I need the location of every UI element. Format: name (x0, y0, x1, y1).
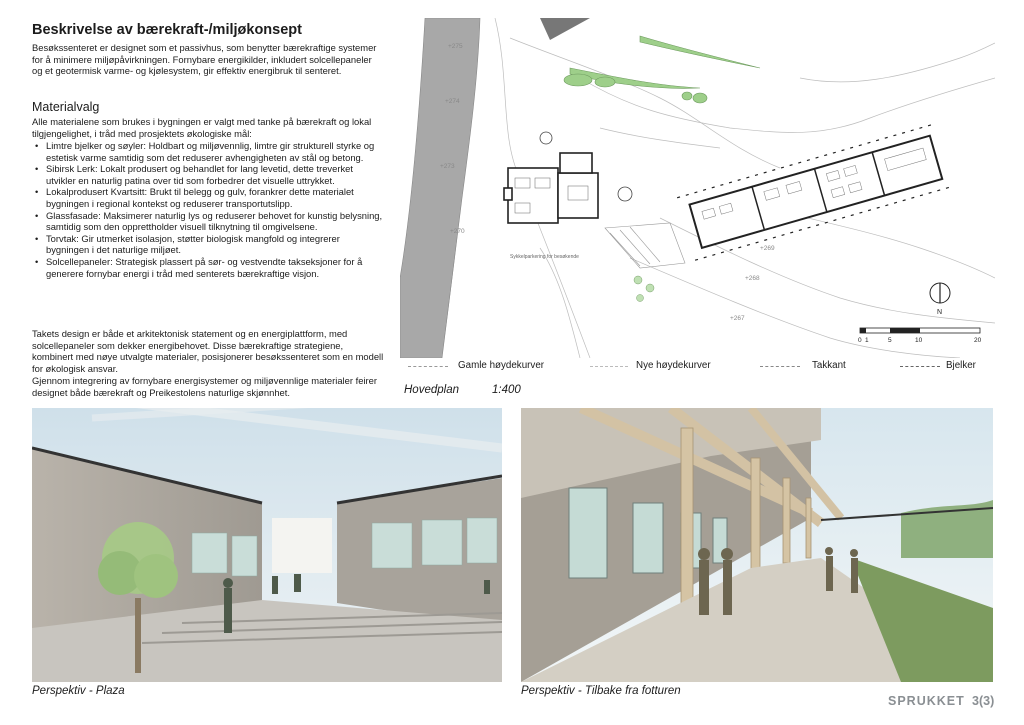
legend-beams: Bjelker (946, 360, 976, 371)
materials-heading: Materialvalg (32, 100, 100, 114)
contour-label: +273 (440, 163, 455, 170)
legend-line-old-contours (408, 366, 448, 367)
svg-text:Sykkelparkering for besøkende: Sykkelparkering for besøkende (510, 254, 579, 260)
contour-label: +275 (448, 43, 463, 50)
page-number: 3(3) (972, 694, 995, 708)
plaza-perspective-image (32, 408, 502, 682)
scale-label: 20 (974, 337, 982, 344)
contour-label: +274 (445, 98, 460, 105)
intro-paragraph: Besøkssenteret er designet som et passivhus, som benytter bærekraftige systemer for å minimere miljøpåvirkningen. Fornybare energikilder, inkludert solcellepaneler og et geotermisk varme- og kjølesystem, gir effektiv energibruk til senteret. (32, 42, 377, 77)
list-item: • Lokalprodusert Kvartsitt: Brukt til belegg og gulv, forankrer dette materialet bygningen i regional kontekst og reduserer transportutslipp. (32, 186, 384, 209)
contour-label: +268 (745, 275, 760, 282)
legend-new-contours: Nye høydekurver (636, 360, 711, 371)
brand-label: SPRUKKET (888, 694, 965, 708)
legend-line-beams (900, 366, 940, 367)
scale-label: 10 (915, 337, 923, 344)
list-item: • Glassfasade: Maksimerer naturlig lys og reduserer behovet for kunstig belysning, samtidig som den opprettholder visuell tilknytning til omgivelsene. (32, 210, 384, 233)
page-title: Beskrivelse av bærekraft-/miljøkonsept (32, 22, 302, 38)
perspective-caption: Perspektiv - Tilbake fra fotturen (521, 685, 681, 697)
scale-bar (858, 328, 982, 344)
north-label: N (937, 309, 943, 316)
plan-caption: Hovedplan (404, 384, 459, 396)
scale-label: 0 (858, 337, 862, 344)
legend-line-roof-edge (760, 366, 800, 367)
site-plan-drawing (400, 18, 995, 358)
closing-paragraph: Gjennom integrering av fornybare energisystemer og miljøvennlige materialer feirer designet både bærekraft og Preikestolens naturlige skjønnhet. (32, 375, 377, 398)
legend-old-contours: Gamle høydekurver (458, 360, 545, 371)
north-arrow-icon (930, 283, 950, 316)
legend-roof-edge: Takkant (812, 360, 846, 371)
contour-label: +269 (760, 245, 775, 252)
closing-paragraph: Takets design er både et arkitektonisk statement og en energiplattform, med solcellepaneler som dekker energibehovet. Disse bærekraftige strategiene, kombinert med nøye utvalgte materialer, posisjonerer besøkssenteret som en modell for økologisk ansvar. (32, 328, 384, 374)
list-item: • Torvtak: Gir utmerket isolasjon, støtter biologisk mangfold og integrerer bygningen i det naturlige miljøet. (32, 233, 384, 256)
plan-scale: 1:400 (492, 384, 521, 396)
materials-list (32, 140, 384, 279)
legend-line-new-contours (590, 366, 628, 367)
contour-label: +267 (730, 315, 745, 322)
hike-perspective-image (521, 408, 993, 682)
list-item: • Limtre bjelker og søyler: Holdbart og miljøvennlig, limtre gir strukturell styrke og estetisk varme samtidig som det reduserer avhengigheten av stål og betong. (32, 140, 384, 163)
contour-label: +270 (450, 228, 465, 235)
list-item: • Sibirsk Lerk: Lokalt produsert og behandlet for lang levetid, dette treverket utvikler en naturlig patina over tid som forbedrer det visuelle uttrykket. (32, 163, 384, 186)
scale-label: 1 (865, 337, 869, 344)
list-item: • Solcellepaneler: Strategisk plassert på sør- og vestvendte takseksjoner for å generere fornybar energi i tråd med senterets bærekraftige visjon. (32, 256, 384, 279)
scale-label: 5 (888, 337, 892, 344)
materials-intro: Alle materialene som brukes i bygningen er valgt med tanke på bærekraft og lokal tilgjengelighet, i tråd med prosjektets økologiske mål: (32, 116, 372, 139)
perspective-caption: Perspektiv - Plaza (32, 685, 125, 697)
